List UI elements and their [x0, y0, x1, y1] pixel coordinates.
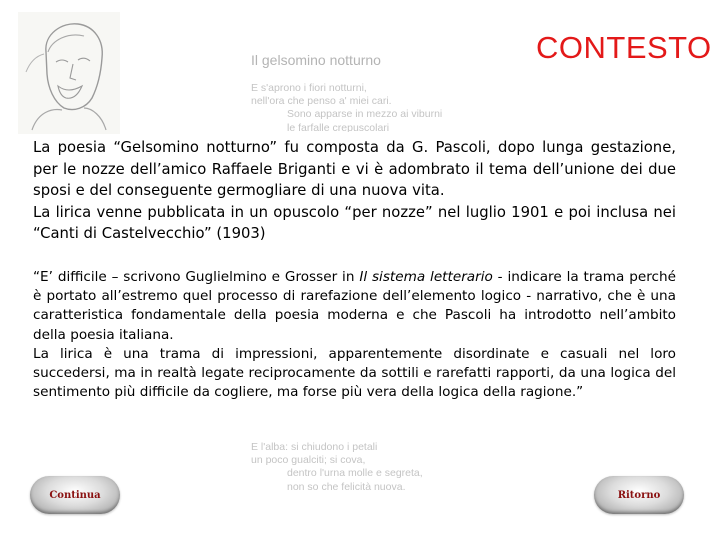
paragraph-publication: La lirica venne pubblicata in un opuscolo “per nozze” nel luglio 1901 e poi inclusa nei “Canti di Castelvecchio” (1903): [33, 203, 676, 243]
quote-paragraph-1: [33, 268, 676, 345]
verse-line: dentro l'urna molle e segreta,: [287, 467, 423, 480]
pascoli-portrait-sketch: [18, 12, 120, 134]
section-title: CONTESTO: [536, 30, 712, 65]
verse-line: non so che felicità nuova.: [287, 480, 406, 493]
verse-line: E s'aprono i fiori notturni,: [251, 82, 367, 94]
main-text-block: [33, 137, 676, 245]
quote-body: - indicare la trama perché è portato all’estremo quel processo di rarefazione dell’elemento logico - narrativo, che è una caratteristica fondamentale della poesia moderna e che Pascoli ha introdotto nell’ambito della poesia italiana.: [33, 269, 676, 343]
book-title: Il sistema letterario: [359, 269, 493, 285]
continua-button[interactable]: Continua: [30, 476, 120, 514]
poem-title: Il gelsomino notturno: [251, 52, 381, 68]
quote-block: [33, 268, 676, 402]
verse-line: Sono apparse in mezzo ai viburni: [287, 108, 443, 121]
verse-excerpt-top: [251, 82, 442, 132]
verse-excerpt-bottom: [251, 441, 423, 494]
verse-line: un poco gualciti; si cova,: [251, 454, 366, 467]
paragraph-composition: La poesia “Gelsomino notturno” fu composta da G. Pascoli, dopo lunga gestazione, per le nozze dell’amico Raffaele Briganti e vi è adombrato il tema dell’unione dei due sposi e del conseguente germogliare di una nuova vita.: [33, 139, 676, 200]
ritorno-button[interactable]: Ritorno: [594, 476, 684, 514]
verse-line: E l'alba: si chiudono i petali: [251, 441, 378, 453]
quote-intro: “E’ difficile – scrivono Guglielmino e Grosser in: [33, 269, 360, 285]
verse-line: le farfalle crepuscolari: [287, 121, 390, 132]
verse-line: nell'ora che penso a' miei cari.: [251, 95, 392, 108]
quote-paragraph-2: La lirica è una trama di impressioni, apparentemente disordinate e casuali nel loro succedersi, ma in realtà legate reciprocamente da sottili e rarefatti rapporti, da una logica del sentimento più difficile da cogliere, ma forse più vera della logica della ragione.”: [33, 345, 676, 401]
